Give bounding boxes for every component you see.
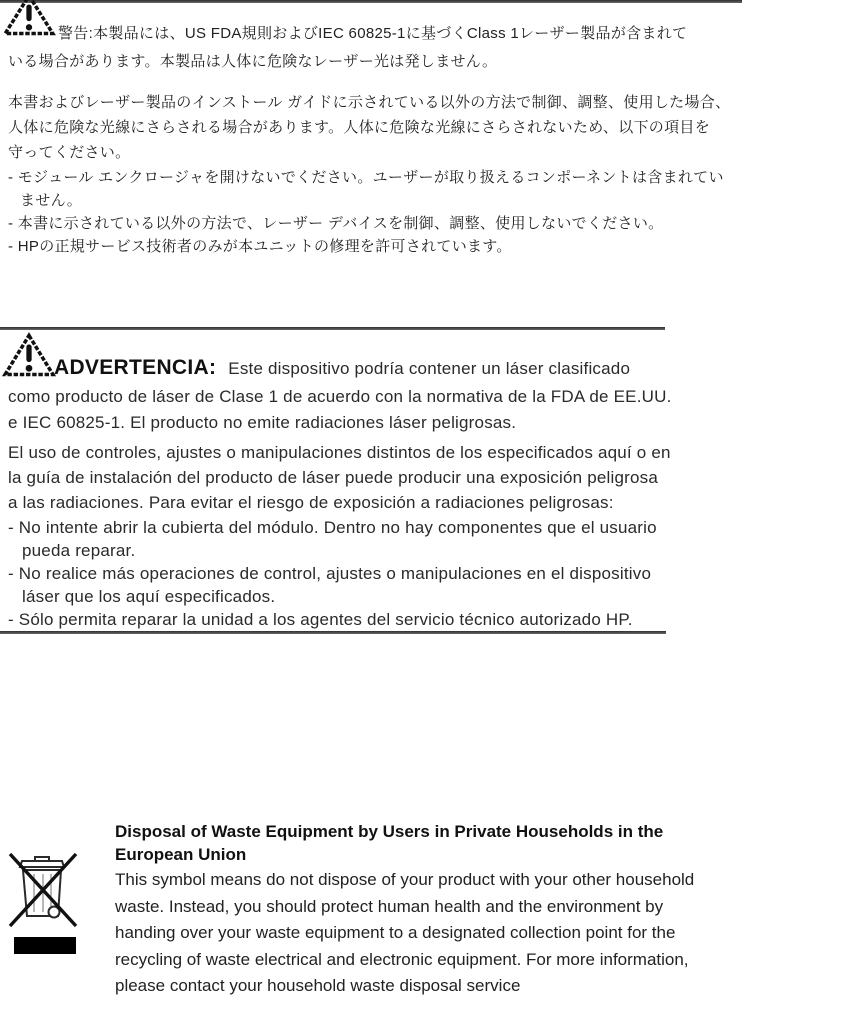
es-warning-paragraph <box>8 440 671 515</box>
es-warning-intro <box>8 384 672 436</box>
disposal-body-line: This symbol means do not dispose of your product with your other household <box>115 870 695 889</box>
disposal-body-line: handing over your waste equipment to a designated collection point for the <box>115 923 676 942</box>
weee-black-bar <box>14 937 76 954</box>
es-bullet-line: pueda reparar. <box>22 541 136 560</box>
es-bullet-line: láser que los aquí especificados. <box>22 587 276 606</box>
disposal-body-line: please contact your household waste disposal service <box>115 976 521 995</box>
jp-warning-intro <box>8 20 848 76</box>
jp-warning-paragraph <box>8 90 856 165</box>
warning-triangle-icon <box>2 332 56 378</box>
jp-intro-line: いる場合があります。本製品は人体に危険なレーザー光は発しません。 <box>8 53 498 70</box>
jp-paragraph-line: 本書およびレーザー製品のインストール ガイドに示されている以外の方法で制御、調整、使用した場合、 <box>8 94 731 111</box>
disposal-heading-line: European Union <box>115 845 247 864</box>
es-bullet-line: - Sólo permita reparar la unidad a los agentes del servicio técnico autorizado HP. <box>8 610 633 629</box>
disposal-body-line: recycling of waste electrical and electronic equipment. For more information, <box>115 949 689 969</box>
es-advertencia-label: ADVERTENCIA: <box>54 356 217 379</box>
middle-rule-top <box>0 327 665 330</box>
es-warning-bullets <box>8 516 657 631</box>
jp-bullet-line: ません。 <box>20 192 83 209</box>
es-intro-rest: Este dispositivo podría contener un láser clasificado <box>228 359 631 378</box>
jp-paragraph-line: 守ってください。 <box>8 144 131 161</box>
disposal-body-line: waste. Instead, you should protect human health and the environment by <box>115 896 664 916</box>
jp-warning-bullets <box>8 166 856 258</box>
top-rule <box>0 0 742 3</box>
jp-bullet-line: - モジュール エンクロージャを開けないでください。ユーザーが取り扱えるコンポーネントは含まれてい <box>8 169 724 186</box>
es-bullet-line: - No realice más operaciones de control, ajustes o manipulaciones en el dispositivo <box>8 564 652 583</box>
es-warning-intro-first-line <box>54 356 630 380</box>
es-paragraph-line: El uso de controles, ajustes o manipulaciones distintos de los especificados aquí o en <box>8 443 671 462</box>
es-intro-line: e IEC 60825-1. El producto no emite radiaciones láser peligrosas. <box>8 413 517 432</box>
weee-crossed-bin-icon <box>8 852 78 933</box>
disposal-heading-line: Disposal of Waste Equipment by Users in Private Households in the <box>115 822 664 841</box>
es-paragraph-line: a las radiaciones. Para evitar el riesgo de exposición a radiaciones peligrosas: <box>8 493 614 512</box>
es-paragraph-line: la guía de instalación del producto de láser puede producir una exposición peligrosa <box>8 468 658 487</box>
es-intro-line: como producto de láser de Clase 1 de acuerdo con la normativa de la FDA de EE.UU. <box>8 387 672 406</box>
jp-bullet-line: - 本書に示されている以外の方法で、レーザー デバイスを制御、調整、使用しないでください。 <box>8 215 664 232</box>
disposal-heading <box>115 820 815 866</box>
es-bullet-line: - No intente abrir la cubierta del módulo. Dentro no hay componentes que el usuario <box>8 518 657 537</box>
disposal-body <box>115 867 815 1000</box>
jp-paragraph-line: 人体に危険な光線にさらされる場合があります。人体に危険な光線にさらされないため、以下の項目を <box>8 119 711 136</box>
jp-bullet-line: - HPの正規サービス技術者のみが本ユニットの修理を許可されています。 <box>8 238 512 255</box>
middle-rule-bottom <box>0 631 666 634</box>
jp-intro-line: 警告:本製品には、US FDA規則およびIEC 60825-1に基づくClass 1レーザー製品が含まれて <box>58 25 688 42</box>
